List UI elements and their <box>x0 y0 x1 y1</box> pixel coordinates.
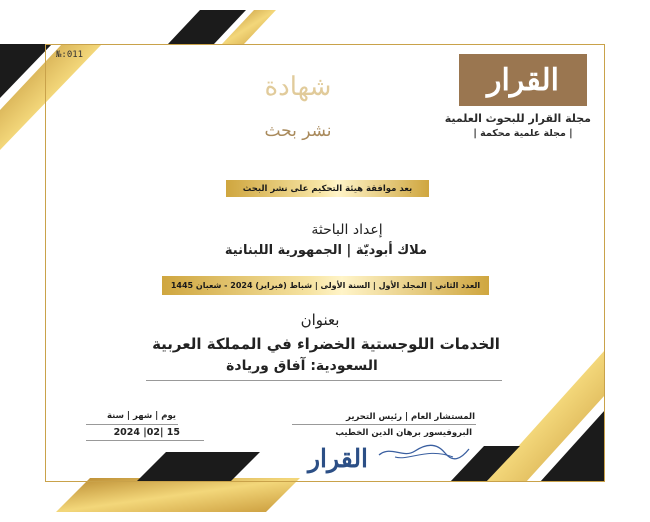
logo-text: القرار <box>486 62 560 98</box>
prepared-by-label: إعداد الباحثة <box>311 222 383 238</box>
approval-banner: بعد موافقة هيئة التحكيم على نشر البحث <box>226 180 429 197</box>
bottom-left-gold-stripe <box>56 478 300 512</box>
issue-banner: العدد الثاني | المجلد الأول | السنة الأولى | شباط (فبراير) 2024 - شعبان 1445 <box>162 276 489 295</box>
title-label: بعنوان <box>300 311 340 329</box>
research-title-line2: السعودية: آفاق وريادة <box>226 358 378 374</box>
magazine-logo <box>459 54 587 106</box>
magazine-name: مجلة القرار للبحوث العلمية <box>444 112 591 125</box>
date-divider <box>86 424 178 425</box>
title-divider <box>146 380 502 381</box>
certificate-subtitle: نشر بحث <box>264 121 332 141</box>
date-underline <box>86 440 204 441</box>
signature-divider <box>292 424 476 425</box>
advisor-label: المستشار العام | رئيس التحرير <box>346 412 475 422</box>
magazine-subtitle: | مجلة علمية محكمة | <box>473 128 573 139</box>
bottom-logo: القرار <box>307 444 369 473</box>
research-title-line1: الخدمات اللوجستية الخضراء في المملكة العربية <box>152 335 500 353</box>
editor-name: البروفيسور برهان الدين الخطيب <box>335 428 472 438</box>
date-value: 2024 |02| 15 <box>113 427 180 438</box>
researcher-name: ملاك أبوديّة | الجمهورية اللبنانية <box>224 243 428 258</box>
date-label: يوم | شهر | سنة <box>106 411 176 421</box>
certificate-title: شهادة <box>264 72 332 102</box>
serial-number: №:011 <box>56 50 84 60</box>
